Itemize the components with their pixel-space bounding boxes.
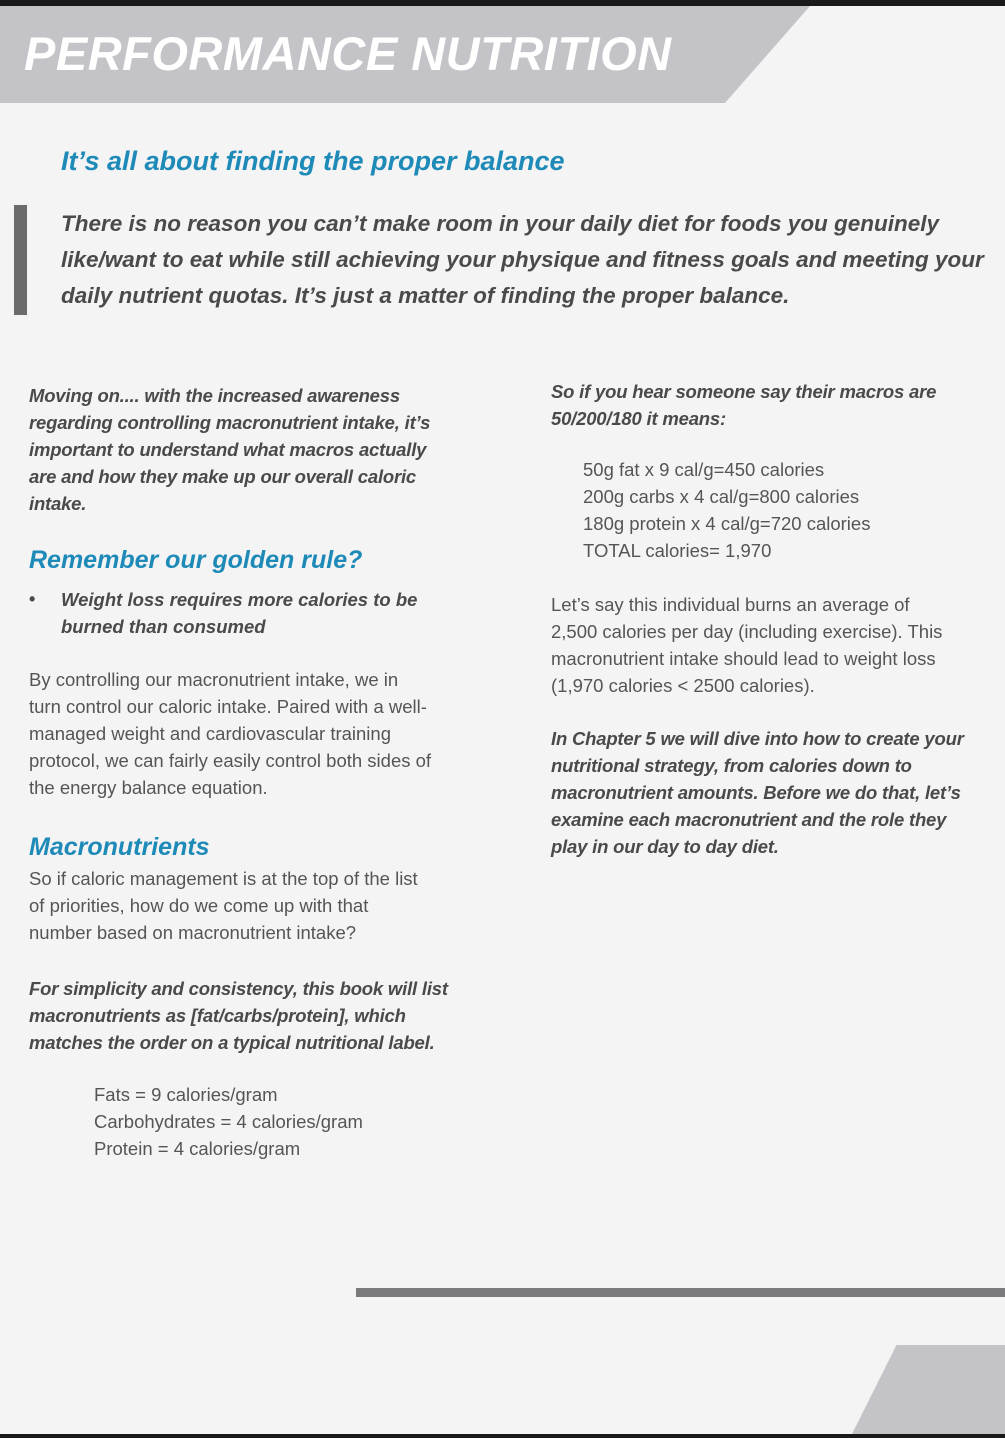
list-item: Protein = 4 calories/gram — [94, 1138, 301, 1159]
list-item: TOTAL calories= 1,970 — [583, 540, 772, 561]
page-title: PERFORMANCE NUTRITION — [24, 27, 672, 80]
moving-on-paragraph: Moving on.... with the increased awareness regarding controlling macronutrient intake, it’s important to understand what macros actually are and how they make up our overall caloric intake. — [29, 385, 431, 514]
list-item: 50g fat x 9 cal/g=450 calories — [583, 459, 825, 480]
golden-rule-list — [29, 586, 489, 640]
footer-divider — [356, 1288, 1005, 1297]
footer-decoration — [850, 1345, 1005, 1438]
left-column — [29, 382, 489, 1162]
quote-bar — [14, 205, 27, 315]
calculation-list — [551, 456, 1005, 564]
chapter-paragraph: In Chapter 5 we will dive into how to create your nutritional strategy, from calories down to macronutrient amounts. Before we do that, let’s examine each macronutrient and the role they play in our day to day diet. — [551, 728, 964, 857]
calorie-values-list — [29, 1081, 489, 1162]
top-edge — [0, 0, 1005, 6]
simplicity-paragraph: For simplicity and consistency, this book will list macronutrients as [fat/carbs/protein], which matches the order on a typical nutritional label. — [29, 978, 448, 1053]
intro-quote — [61, 206, 1001, 314]
macronutrients-heading: Macronutrients — [29, 833, 210, 861]
list-item: Fats = 9 calories/gram — [94, 1084, 278, 1105]
quote-line: There is no reason you can’t make room in your daily diet for foods you genuinely — [61, 211, 940, 236]
list-item: 180g protein x 4 cal/g=720 calories — [583, 513, 871, 534]
macros-example-paragraph: So if you hear someone say their macros are 50/200/180 it means: — [551, 381, 937, 429]
quote-line: daily nutrient quotas. It’s just a matter of finding the proper balance. — [61, 283, 790, 308]
bullet-icon: • — [29, 589, 36, 609]
intro-heading: It’s all about finding the proper balance — [61, 146, 565, 176]
burn-paragraph: Let’s say this individual burns an average of 2,500 calories per day (including exercise). This macronutrient intake should lead to weight loss (1,970 calories < 2500 calories). — [551, 594, 943, 696]
list-item: • Weight loss requires more calories to be burned than consumed — [29, 586, 489, 640]
right-column — [551, 378, 1005, 860]
list-item: 200g carbs x 4 cal/g=800 calories — [583, 486, 860, 507]
caloric-management-paragraph: So if caloric management is at the top of the list of priorities, how do we come up with that number based on macronutrient intake? — [29, 868, 418, 943]
controlling-paragraph: By controlling our macronutrient intake, we in turn control our caloric intake. Paired with a well- managed weight and cardiovascular training protocol, we can fairly easily control both sides of the energy balance equation. — [29, 669, 432, 798]
quote-line: like/want to eat while still achieving your physique and fitness goals and meeting your — [61, 247, 984, 272]
list-item: Carbohydrates = 4 calories/gram — [94, 1111, 363, 1132]
golden-rule-heading: Remember our golden rule? — [29, 546, 363, 574]
bottom-edge — [0, 1434, 1005, 1438]
